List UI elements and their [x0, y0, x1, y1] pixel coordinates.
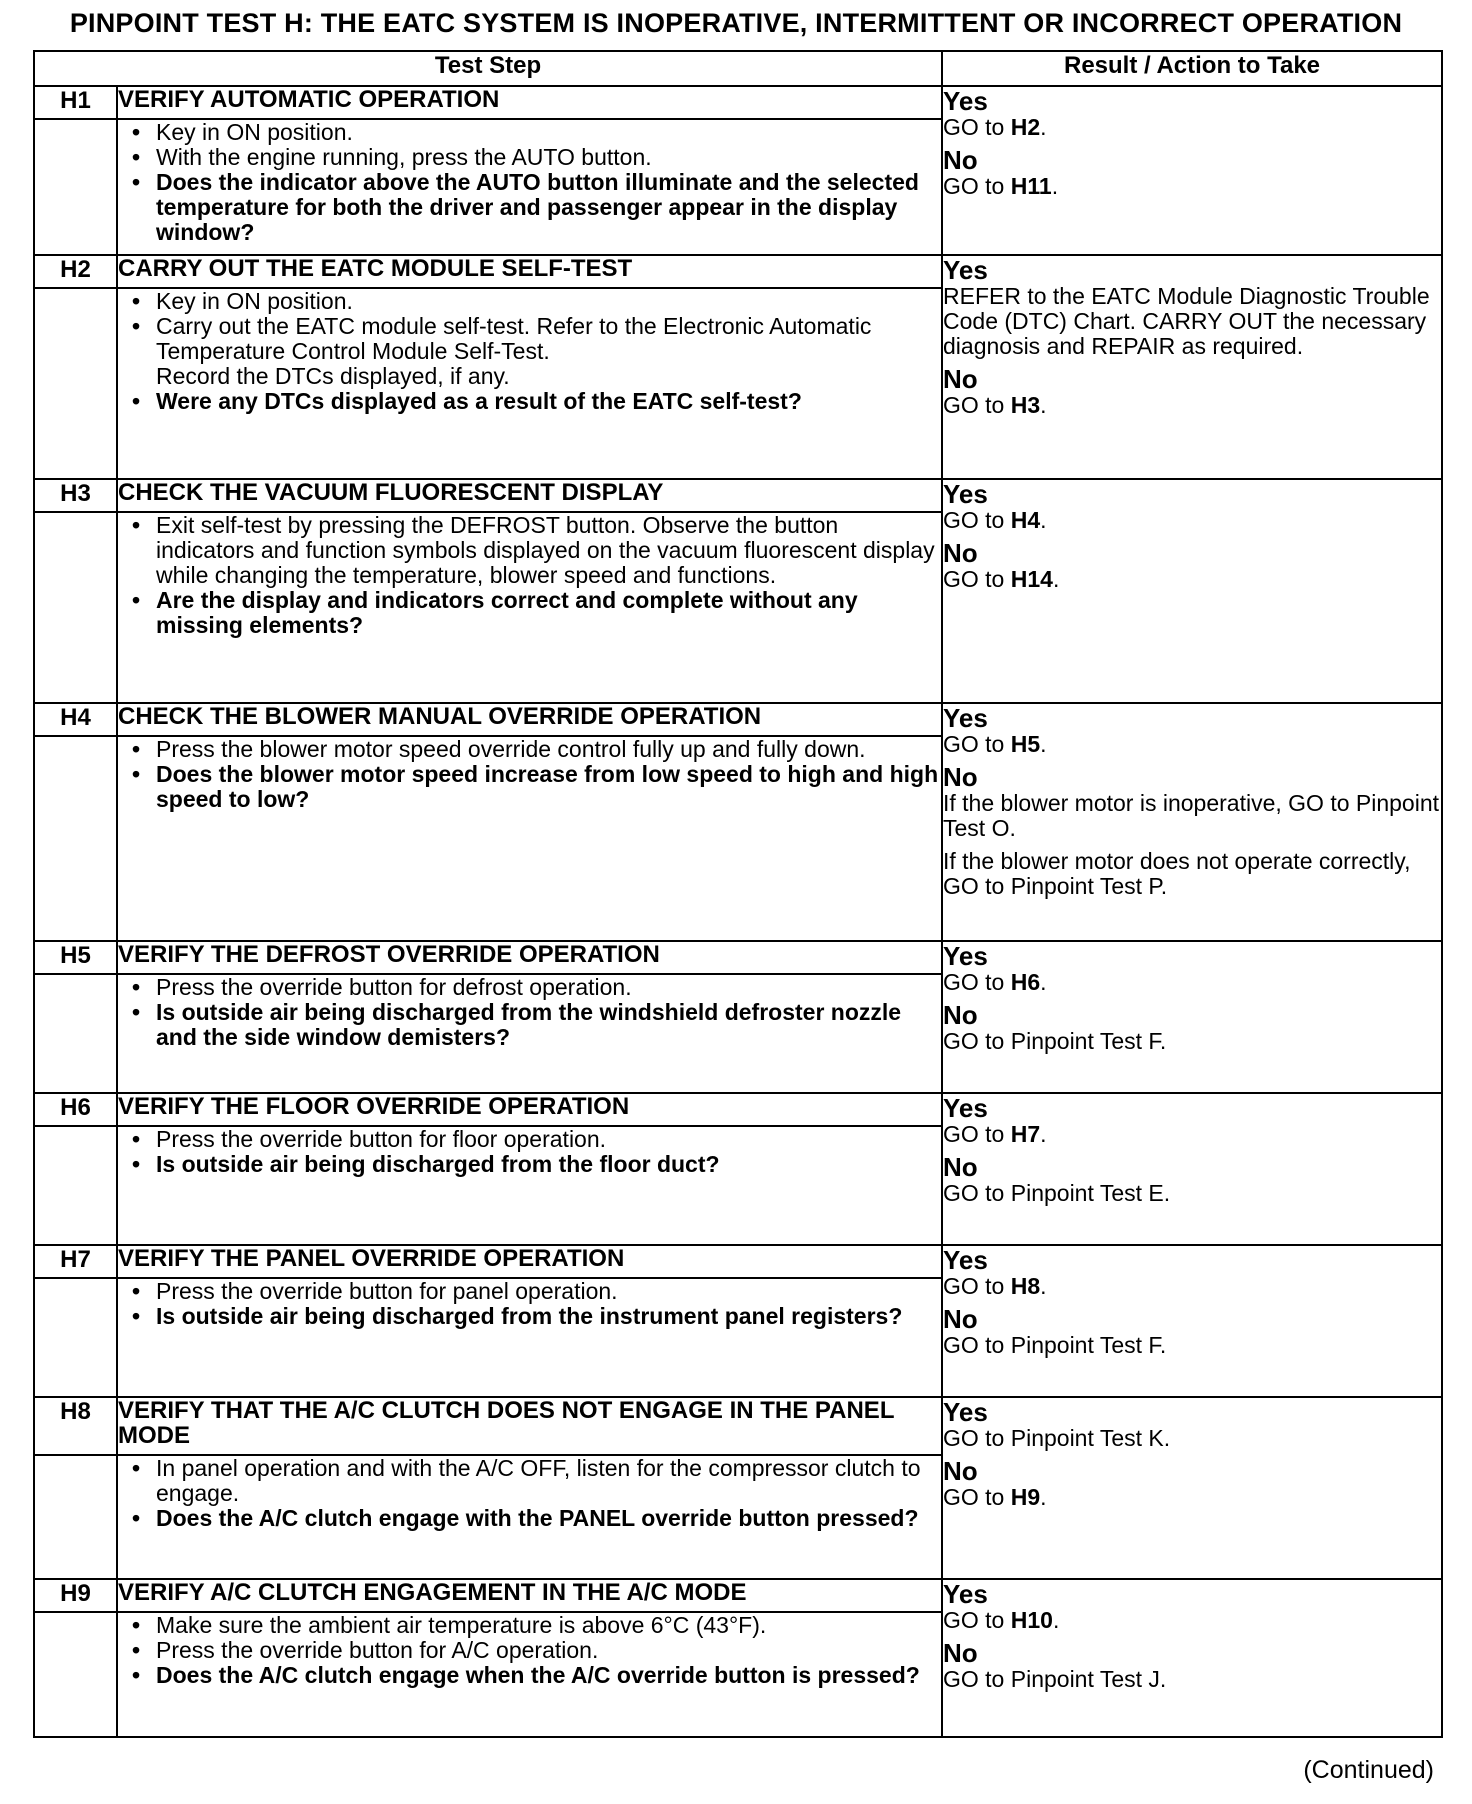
result-action-text: GO to [943, 731, 1011, 757]
table-header-row [34, 51, 1442, 86]
result-no [943, 1153, 1441, 1206]
step-question: • Is outside air being discharged from the windshield defroster nozzle and the side window demisters? [118, 1000, 941, 1050]
step-instructions [117, 119, 942, 255]
result-action-tail: . [1040, 969, 1047, 995]
result-action-text: If the blower motor does not operate correctly, GO to Pinpoint Test P. [943, 848, 1411, 899]
step-id-spacer [34, 288, 117, 479]
step-instructions [117, 1126, 942, 1245]
step-question: • Is outside air being discharged from the instrument panel registers? [118, 1304, 941, 1329]
result-no-label: No [943, 1456, 978, 1486]
step-action-item: • Make sure the ambient air temperature is above 6°C (43°F). [118, 1613, 941, 1638]
step-question: • Are the display and indicators correct and complete without any missing elements? [118, 588, 941, 638]
step-result-cell [942, 1093, 1442, 1245]
step-id-spacer [34, 1278, 117, 1397]
result-no-action [943, 1181, 1441, 1206]
step-result-cell [942, 255, 1442, 479]
step-result-cell [942, 1579, 1442, 1737]
result-action-text: GO to [943, 114, 1011, 140]
step-action-list [118, 975, 941, 1050]
result-action-text: GO to [943, 1607, 1011, 1633]
result-action-step-ref: H2 [1010, 114, 1041, 140]
step-result-cell [942, 479, 1442, 703]
result-yes [943, 942, 1441, 995]
result-no-action [943, 174, 1441, 199]
step-action-item: • Press the override button for panel operation. [118, 1279, 941, 1304]
result-yes-action [943, 508, 1441, 533]
step-title-row [34, 1579, 1442, 1612]
result-no-action [943, 791, 1441, 841]
result-yes-label: Yes [943, 1397, 988, 1427]
column-header-test-step: Test Step [34, 51, 942, 86]
step-instructions [117, 288, 942, 479]
step-title-row [34, 479, 1442, 512]
step-title-row [34, 703, 1442, 736]
continued-note: (Continued) [1303, 1756, 1434, 1784]
result-action-tail: . [1051, 173, 1059, 199]
result-action-tail: . [1040, 1121, 1047, 1147]
step-action-list [118, 289, 941, 414]
step-title: VERIFY THE PANEL OVERRIDE OPERATION [117, 1245, 942, 1278]
result-action-step-ref: H11 [1010, 173, 1052, 199]
step-title-row [34, 1245, 1442, 1278]
result-action-text: GO to [943, 1484, 1011, 1510]
result-action-text: GO to [943, 1273, 1011, 1299]
result-action-tail: . [1040, 1484, 1047, 1510]
result-yes-label: Yes [943, 1579, 988, 1609]
result-action-step-ref: H9 [1010, 1484, 1041, 1510]
step-id-spacer [34, 736, 117, 941]
step-question: • Does the A/C clutch engage with the PANEL override button pressed? [118, 1506, 941, 1531]
step-title: CHECK THE BLOWER MANUAL OVERRIDE OPERATION [117, 703, 942, 736]
step-id: H4 [34, 703, 117, 736]
step-result-cell [942, 941, 1442, 1093]
result-no [943, 1001, 1441, 1054]
result-yes [943, 1094, 1441, 1147]
result-no-label: No [943, 1304, 978, 1334]
step-title-row [34, 255, 1442, 288]
step-action-item: • Key in ON position. [118, 120, 941, 145]
result-no [943, 763, 1441, 899]
step-title: VERIFY THE DEFROST OVERRIDE OPERATION [117, 941, 942, 974]
result-action-tail: . [1052, 566, 1060, 592]
result-yes-label: Yes [943, 703, 988, 733]
step-action-list [118, 513, 941, 638]
step-id-spacer [34, 512, 117, 703]
result-no-label: No [943, 1000, 978, 1030]
step-instructions [117, 512, 942, 703]
step-action-item: • Carry out the EATC module self-test. Refer to the Electronic Automatic Temperature Control Module Self-Test. Record the DTCs displayed, if any. [118, 314, 941, 389]
result-yes [943, 480, 1441, 533]
step-id: H3 [34, 479, 117, 512]
step-id: H7 [34, 1245, 117, 1278]
result-yes [943, 87, 1441, 140]
result-action-step-ref: H6 [1010, 969, 1041, 995]
result-action-tail: . [1040, 1273, 1047, 1299]
step-question: • Does the A/C clutch engage when the A/C override button is pressed? [118, 1663, 941, 1688]
result-action-text: If the blower motor is inoperative, GO to Pinpoint Test O. [943, 790, 1440, 841]
step-action-list [118, 1613, 941, 1688]
result-action-text: GO to Pinpoint Test J. [943, 1666, 1167, 1692]
step-question: • Does the blower motor speed increase from low speed to high and high speed to low? [118, 762, 941, 812]
step-id: H2 [34, 255, 117, 288]
step-instructions [117, 1278, 942, 1397]
column-header-result: Result / Action to Take [942, 51, 1442, 86]
result-yes-label: Yes [943, 86, 988, 116]
result-action-step-ref: H7 [1010, 1121, 1041, 1147]
result-yes [943, 704, 1441, 757]
step-title: VERIFY THE FLOOR OVERRIDE OPERATION [117, 1093, 942, 1126]
step-title-row [34, 86, 1442, 119]
result-action-text: GO to [943, 1121, 1011, 1147]
result-no-label: No [943, 1638, 978, 1668]
result-yes-action [943, 115, 1441, 140]
result-action-step-ref: H10 [1010, 1607, 1053, 1633]
result-no-action [943, 393, 1441, 418]
result-yes-label: Yes [943, 941, 988, 971]
result-yes [943, 1580, 1441, 1633]
result-no [943, 365, 1441, 418]
result-action-text: GO to [943, 969, 1011, 995]
step-action-item: • In panel operation and with the A/C OFF, listen for the compressor clutch to engage. [118, 1456, 941, 1506]
step-id: H8 [34, 1397, 117, 1455]
result-no-label: No [943, 762, 978, 792]
result-no-action [943, 849, 1441, 899]
result-yes [943, 1246, 1441, 1299]
step-id: H5 [34, 941, 117, 974]
result-no-action [943, 567, 1441, 592]
step-question: • Were any DTCs displayed as a result of the EATC self-test? [118, 389, 941, 414]
result-action-tail: . [1052, 1607, 1060, 1633]
step-title: VERIFY THAT THE A/C CLUTCH DOES NOT ENGAGE IN THE PANEL MODE [117, 1397, 942, 1455]
step-result-cell [942, 1245, 1442, 1397]
result-action-step-ref: H14 [1010, 566, 1053, 592]
result-action-text: GO to [943, 507, 1011, 533]
step-id-spacer [34, 119, 117, 255]
result-no [943, 146, 1441, 199]
step-title: CARRY OUT THE EATC MODULE SELF-TEST [117, 255, 942, 288]
result-action-text: REFER to the EATC Module Diagnostic Trouble Code (DTC) Chart. CARRY OUT the necessary diagnosis and REPAIR as required. [943, 283, 1430, 359]
result-action-tail: . [1040, 731, 1047, 757]
result-no-action [943, 1029, 1441, 1054]
result-yes-action [943, 284, 1441, 359]
result-yes-label: Yes [943, 479, 988, 509]
result-no [943, 1457, 1441, 1510]
step-action-list [118, 1279, 941, 1329]
result-action-text: GO to [943, 173, 1011, 199]
step-action-item: • Press the blower motor speed override control fully up and fully down. [118, 737, 941, 762]
step-title-row [34, 941, 1442, 974]
step-instructions [117, 1455, 942, 1579]
step-instructions [117, 1612, 942, 1737]
result-action-text: GO to Pinpoint Test F. [943, 1332, 1167, 1358]
page-title: PINPOINT TEST H: THE EATC SYSTEM IS INOPERATIVE, INTERMITTENT OR INCORRECT OPERATION [69, 8, 1403, 38]
result-action-text: GO to Pinpoint Test E. [943, 1180, 1171, 1206]
result-yes-label: Yes [943, 255, 988, 285]
step-action-item: • Press the override button for A/C operation. [118, 1638, 941, 1663]
step-action-item: • Press the override button for floor operation. [118, 1127, 941, 1152]
result-action-text: GO to Pinpoint Test F. [943, 1028, 1167, 1054]
result-yes-action [943, 732, 1441, 757]
result-yes [943, 256, 1441, 359]
result-action-tail: . [1040, 392, 1047, 418]
pinpoint-test-table [33, 50, 1443, 1738]
step-id: H1 [34, 86, 117, 119]
step-action-list [118, 1127, 941, 1177]
step-id-spacer [34, 1612, 117, 1737]
step-action-list [118, 1456, 941, 1531]
step-id-spacer [34, 974, 117, 1093]
step-result-cell [942, 1397, 1442, 1579]
steps-body [34, 86, 1442, 1737]
result-no-action [943, 1333, 1441, 1358]
step-title: VERIFY A/C CLUTCH ENGAGEMENT IN THE A/C MODE [117, 1579, 942, 1612]
result-yes-label: Yes [943, 1093, 988, 1123]
result-action-text: GO to Pinpoint Test K. [943, 1425, 1171, 1451]
step-result-cell [942, 86, 1442, 255]
result-no [943, 1305, 1441, 1358]
result-yes-action [943, 1274, 1441, 1299]
step-id: H9 [34, 1579, 117, 1612]
step-title: VERIFY AUTOMATIC OPERATION [117, 86, 942, 119]
result-yes-label: Yes [943, 1245, 988, 1275]
result-action-step-ref: H5 [1010, 731, 1041, 757]
result-yes-action [943, 1608, 1441, 1633]
step-action-item: • Exit self-test by pressing the DEFROST button. Observe the button indicators and function symbols displayed on the vacuum fluorescent display while changing the temperature, blower speed and functions. [118, 513, 941, 588]
result-no-label: No [943, 1152, 978, 1182]
step-question: • Is outside air being discharged from the floor duct? [118, 1152, 941, 1177]
result-no [943, 1639, 1441, 1692]
step-result-cell [942, 703, 1442, 941]
step-title: CHECK THE VACUUM FLUORESCENT DISPLAY [117, 479, 942, 512]
result-action-step-ref: H4 [1010, 507, 1041, 533]
result-no-label: No [943, 364, 978, 394]
step-instructions [117, 974, 942, 1093]
step-question: • Does the indicator above the AUTO button illuminate and the selected temperature for both the driver and passenger appear in the display window? [118, 170, 941, 245]
result-no-action [943, 1667, 1441, 1692]
step-instructions [117, 736, 942, 941]
result-yes-action [943, 1426, 1441, 1451]
result-action-text: GO to [943, 566, 1011, 592]
step-action-list [118, 120, 941, 245]
result-no [943, 539, 1441, 592]
step-action-item: • Key in ON position. [118, 289, 941, 314]
result-no-action [943, 1485, 1441, 1510]
step-action-item: • Press the override button for defrost operation. [118, 975, 941, 1000]
result-action-tail: . [1040, 507, 1047, 533]
step-action-item: • With the engine running, press the AUTO button. [118, 145, 941, 170]
result-no-label: No [943, 145, 978, 175]
result-action-tail: . [1040, 114, 1047, 140]
step-action-list [118, 737, 941, 812]
result-action-text: GO to [943, 392, 1011, 418]
result-action-step-ref: H8 [1010, 1273, 1041, 1299]
step-id: H6 [34, 1093, 117, 1126]
result-no-label: No [943, 538, 978, 568]
result-action-step-ref: H3 [1010, 392, 1041, 418]
result-yes-action [943, 970, 1441, 995]
step-title-row [34, 1093, 1442, 1126]
step-id-spacer [34, 1455, 117, 1579]
result-yes [943, 1398, 1441, 1451]
step-id-spacer [34, 1126, 117, 1245]
result-yes-action [943, 1122, 1441, 1147]
step-title-row [34, 1397, 1442, 1455]
